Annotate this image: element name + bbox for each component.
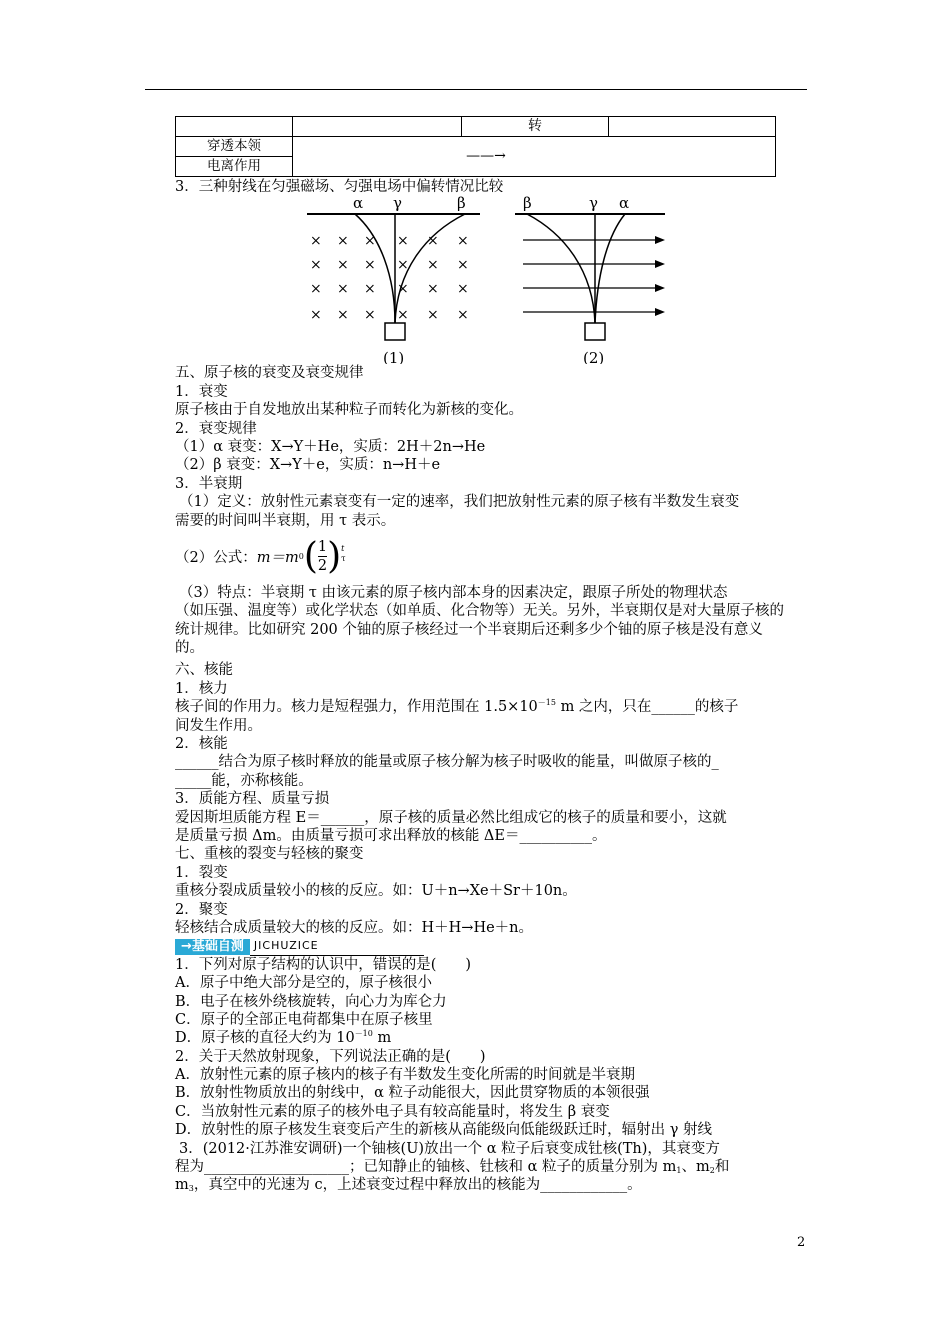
- table-cell: 转: [462, 117, 609, 137]
- field-cross-mark: ×: [427, 257, 439, 274]
- text-run: 和: [714, 1159, 730, 1176]
- field-cross-mark: ×: [337, 257, 349, 274]
- subscript: 1: [676, 1166, 682, 1176]
- fig2-caption: (2): [583, 349, 605, 365]
- beta-decay-rule: （2）β 衰变：X→Y＋e，实质：n→H＋e: [175, 457, 441, 474]
- paragraph-line: （1）定义：放射性元素衰变有一定的速率，我们把放射性元素的原子核有半数发生衰变: [179, 494, 740, 511]
- field-cross-mark: ×: [310, 257, 322, 274]
- paragraph-line: 需要的时间叫半衰期，用 τ 表示。: [175, 512, 396, 529]
- text-run: 、m: [681, 1159, 710, 1176]
- penetration-label: 穿透本领: [176, 137, 293, 157]
- field-cross-mark: ×: [310, 281, 322, 298]
- field-cross-mark: ×: [364, 307, 376, 324]
- option-c: C．原子的全部正电荷都集中在原子核里: [175, 1011, 433, 1028]
- field-cross-mark: ×: [337, 307, 349, 324]
- fig1-label-alpha: α: [353, 196, 364, 213]
- fig2-alpha-path: [595, 214, 625, 323]
- option-b: B．放射性物质放出的射线中，α 粒子动能很大，因此贯穿物质的本领很强: [175, 1085, 650, 1102]
- header-rule: [145, 89, 807, 90]
- subsection-title: 3．半衰期: [175, 475, 243, 492]
- paragraph-line: 爱因斯坦质能方程 E＝______，原子核的质量必然比组成它的核子的质量和要小，这就: [175, 809, 727, 826]
- field-cross-mark: ×: [364, 281, 376, 298]
- field-cross-mark: ×: [364, 233, 376, 250]
- alpha-decay-rule: （1）α 衰变：X→Y＋He，实质：2H＋2n→He: [175, 438, 486, 455]
- option-c: C．当放射性元素的原子的核外电子具有较高能量时，将发生 β 衰变: [175, 1103, 610, 1120]
- table-cell: [176, 117, 293, 137]
- field-cross-mark: ×: [397, 257, 409, 274]
- electric-field-lines: [523, 236, 665, 316]
- field-cross-mark: ×: [337, 281, 349, 298]
- fig2-label-beta: β: [523, 196, 532, 213]
- deflection-figures: [175, 196, 815, 364]
- fig2-label-alpha: α: [619, 196, 630, 213]
- fig2-beta-path: [527, 214, 595, 323]
- arrowhead-icon: [655, 236, 665, 244]
- field-cross-mark: ×: [337, 233, 349, 250]
- electric-field-figure: [515, 196, 665, 364]
- fig1-source-box: [385, 323, 405, 340]
- field-cross-mark: ×: [397, 233, 409, 250]
- text-run: ，真空中的光速为 c，上述衰变过程中释放出的核能为____________。: [193, 1177, 642, 1194]
- left-paren: (: [303, 535, 318, 577]
- paragraph-line: 重核分裂成质量较小的核的反应。如：U＋n→Xe＋Sr＋10n。: [175, 883, 577, 900]
- table-row: [176, 137, 776, 157]
- field-cross-mark: ×: [457, 281, 469, 298]
- ray-properties-table: [175, 116, 776, 177]
- field-cross-mark: ×: [427, 281, 439, 298]
- magnetic-field-figure: [307, 196, 480, 364]
- fraction-numerator: 1: [317, 539, 328, 556]
- question-stem: 2．关于天然放射现象，下列说法正确的是( ): [175, 1048, 486, 1065]
- fraction: [318, 538, 327, 575]
- subsection-title: 2．衰变规律: [175, 420, 257, 437]
- subsection-title: 2．核能: [175, 736, 228, 753]
- subsection-title: 2．聚变: [175, 901, 228, 918]
- text-run: m: [372, 1030, 392, 1047]
- paragraph-line: _____能，亦称核能。: [175, 772, 313, 789]
- ionization-label: 电离作用: [176, 157, 293, 177]
- formula-lhs: m＝m: [256, 550, 299, 567]
- paragraph-line: 轻核结合成质量较大的核的反应。如：H＋H→He＋n。: [175, 919, 534, 936]
- section-title: 3．三种射线在匀强磁场、匀强电场中偏转情况比较: [175, 179, 504, 195]
- field-cross-mark: ×: [364, 257, 376, 274]
- self-test-banner: [175, 937, 815, 955]
- field-cross-mark: ×: [457, 257, 469, 274]
- option-d: [175, 1029, 815, 1047]
- penetration-arrow: ——→: [293, 137, 776, 177]
- text-run: D．原子核的直径大约为 10: [175, 1030, 355, 1047]
- formula-label: （2）公式：: [175, 550, 257, 567]
- arrowhead-icon: [655, 284, 665, 292]
- question-stem: 1．下列对原子结构的认识中，错误的是( ): [175, 956, 472, 973]
- field-cross-mark: ×: [397, 307, 409, 324]
- fig1-label-gamma: γ: [393, 196, 402, 213]
- paragraph-line: （如压强、温度等）或化学状态（如单质、化合物等）无关。另外，半衰期仅是对大量原子核的: [175, 603, 784, 620]
- table-row: [176, 117, 776, 137]
- paragraph-line: ______结合为原子核时释放的能量或原子核分解为核子时吸收的能量，叫做原子核的_: [175, 754, 719, 771]
- question-line: [175, 1158, 815, 1176]
- fig2-source-box: [585, 323, 605, 340]
- exponent: －15: [537, 698, 556, 708]
- subsection-title: 1．核力: [175, 680, 228, 697]
- paragraph-line: 统计规律。比如研究 200 个铀的原子核经过一个半衰期后还剩多少个铀的原子核是没有意义: [175, 621, 763, 638]
- section-heading: 五、原子核的衰变及衰变规律: [175, 365, 364, 382]
- question-stem: 3．(2012·江苏淮安调研)一个铀核(U)放出一个 α 粒子后衰变成钍核(Th)，其衰变方: [179, 1140, 720, 1157]
- self-test-pinyin: JICHUZICE: [250, 937, 424, 956]
- self-test-badge: →基础自测: [175, 939, 250, 955]
- exponent: －10: [354, 1029, 373, 1039]
- section-heading: 七、重核的裂变与轻核的聚变: [175, 846, 364, 863]
- question-line: [175, 1176, 815, 1194]
- subsection-title: 1．衰变: [175, 383, 228, 400]
- formula-exponent: [341, 544, 345, 564]
- arrowhead-icon: [655, 260, 665, 268]
- paragraph-line: [175, 698, 815, 716]
- page-number: 2: [797, 1235, 806, 1250]
- fig2-label-gamma: γ: [589, 196, 598, 213]
- fig1-label-beta: β: [457, 196, 466, 213]
- field-cross-mark: ×: [457, 307, 469, 324]
- arrowhead-icon: [655, 308, 665, 316]
- text-run: m 之内，只在______的核子: [555, 699, 739, 716]
- fig1-caption: (1): [383, 349, 405, 365]
- section-heading: 六、核能: [175, 662, 233, 679]
- exponent-top: t: [341, 543, 345, 553]
- subscript: 3: [188, 1184, 194, 1194]
- paragraph-line: 的。: [175, 640, 204, 657]
- text-run: 核子间的作用力。核力是短程强力，作用范围在 1.5×10: [175, 699, 538, 716]
- half-life-formula: （2）公式： m＝m 0 ( $\frac{1}{2}$ ) t τ: [175, 535, 346, 577]
- field-cross-mark: ×: [457, 233, 469, 250]
- text-run: 程为____________________；已知静止的铀核、钍核和 α 粒子的质量分别为 m: [175, 1159, 677, 1176]
- field-cross-mark: ×: [427, 307, 439, 324]
- deflection-diagram: [175, 196, 815, 364]
- option-d: D．放射性的原子核发生衰变后产生的新核从高能级向低能级跃迁时，辐射出 γ 射线: [175, 1122, 713, 1139]
- text-run: m: [175, 1177, 189, 1194]
- subsection-title: 3．质能方程、质量亏损: [175, 791, 330, 808]
- right-paren: ): [327, 535, 342, 577]
- paragraph-line: （3）特点：半衰期 τ 由该元素的原子核内部本身的因素决定，跟原子所处的物理状态: [179, 584, 728, 601]
- document-body: [175, 178, 815, 1195]
- paragraph-line: 间发生作用。: [175, 717, 262, 734]
- option-b: B．电子在核外绕核旋转，向心力为库仑力: [175, 993, 447, 1010]
- table-cell: [609, 117, 776, 137]
- field-cross-mark: ×: [310, 307, 322, 324]
- field-cross-mark: ×: [427, 233, 439, 250]
- exponent-bottom: τ: [341, 553, 346, 563]
- field-cross-mark: ×: [310, 233, 322, 250]
- paragraph-line: 原子核由于自发地放出某种粒子而转化为新核的变化。: [175, 402, 523, 419]
- paragraph-line: 是质量亏损 Δm。由质量亏损可求出释放的核能 ΔE＝__________。: [175, 827, 607, 844]
- fraction-denominator: 2: [317, 558, 328, 575]
- subsection-title: 1．裂变: [175, 864, 228, 881]
- subscript: 2: [709, 1166, 715, 1176]
- option-a: A．原子中绝大部分是空的，原子核很小: [175, 975, 432, 992]
- field-cross-mark: ×: [397, 281, 409, 298]
- option-a: A．放射性元素的原子核内的核子有半数发生变化所需的时间就是半衰期: [175, 1067, 635, 1084]
- table-cell: [293, 117, 462, 137]
